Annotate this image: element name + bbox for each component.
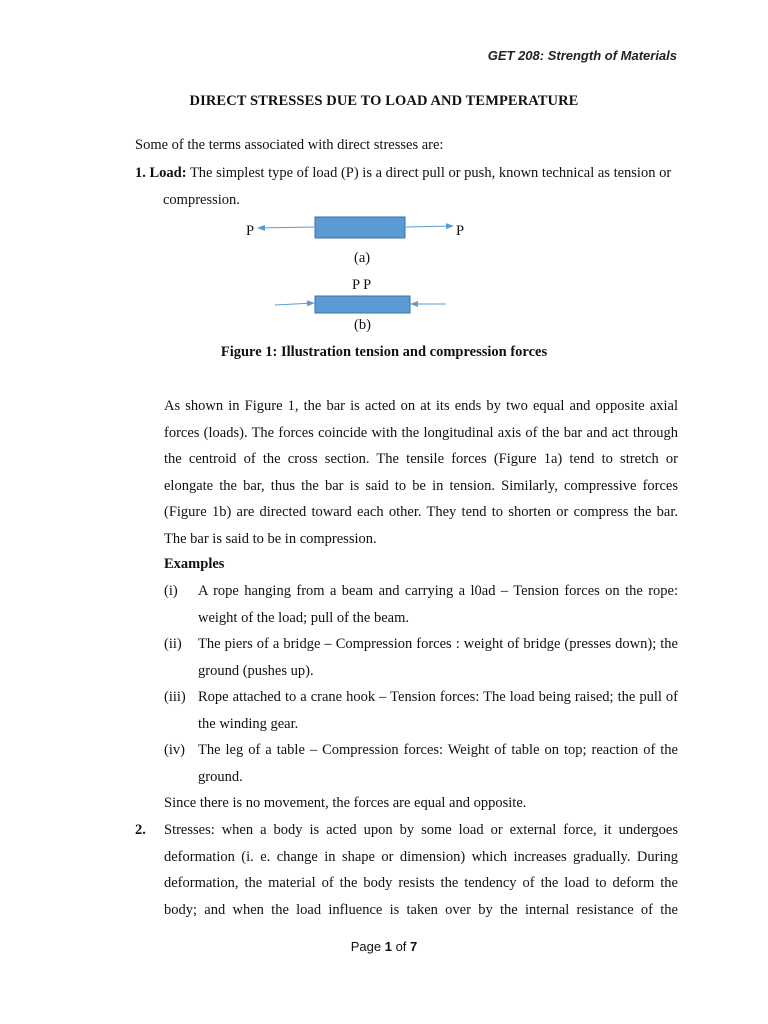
tension-label-right: P (456, 223, 465, 239)
figure-1 (0, 0, 768, 340)
stresses-number: 2. (135, 822, 146, 838)
tension-label-left: P (246, 223, 255, 239)
example-item (164, 578, 678, 631)
example-text: Rope attached to a crane hook – Tension forces: The load being raised; the pull of the winding gear. (198, 689, 678, 732)
figure-caption: Figure 1: Illustration tension and compression forces (220, 344, 548, 360)
example-text: The leg of a table – Compression forces: Weight of table on top; reaction of the ground. (198, 742, 678, 785)
page-prefix: Page (350, 939, 385, 954)
example-item (164, 631, 678, 684)
intro-text: Some of the terms associated with direct stresses are: (135, 137, 444, 153)
load-text: The simplest type of load (P) is a direct pull or push, known technical as tension or compression. (163, 165, 672, 208)
total-pages: 7 (410, 939, 418, 954)
example-text: The piers of a bridge – Compression forces : weight of bridge (presses down); the ground (pushes up). (198, 636, 678, 679)
compression-arrow-left (275, 303, 314, 305)
load-term: 1. Load: (135, 165, 187, 181)
tension-bar (315, 217, 405, 238)
example-item (164, 684, 678, 737)
page-footer (0, 939, 768, 954)
example-item (164, 737, 678, 790)
tension-arrow-right (406, 226, 453, 227)
running-header: GET 208: Strength of Materials (487, 48, 677, 63)
subfigure-a-caption: (a) (354, 250, 371, 266)
example-number: (i) (164, 583, 178, 599)
current-page: 1 (384, 939, 392, 954)
compression-bar (315, 296, 410, 313)
examples-heading: Examples (164, 556, 225, 572)
tension-arrow-left (258, 227, 314, 228)
compression-label-top: P P (352, 277, 372, 293)
page-of: of (391, 939, 411, 954)
example-number: (ii) (164, 636, 182, 652)
example-number: (iv) (164, 742, 185, 758)
body-paragraph: As shown in Figure 1, the bar is acted on at its ends by two equal and opposite axial forces (loads). The forces coincide with the longitudinal axis of the bar and act through the centroid of the cross section. The tensile forces (Figure 1a) tend to stretch or elongate the bar, thus the bar is said to be in tension. Similarly, compressive forces (Figure 1b) are directed toward each other. They tend to shorten or compress the bar. The bar is said to be in compression. (164, 398, 678, 547)
example-text: A rope hanging from a beam and carrying a l0ad – Tension forces on the rope: weight of the load; pull of the beam. (198, 583, 678, 626)
figure-1-drawing (0, 0, 768, 340)
stresses-text: Stresses: when a body is acted upon by some load or external force, it undergoes deformation (i. e. change in shape or dimension) which increases gradually. During deformation, the material of the body resists the tendency of the load to deform the body; and when the load influence is taken over by the internal resistance of the (164, 822, 678, 918)
conclusion-text: Since there is no movement, the forces are equal and opposite. (164, 795, 527, 811)
example-number: (iii) (164, 689, 186, 705)
page-title: DIRECT STRESSES DUE TO LOAD AND TEMPERATURE (189, 93, 579, 109)
stresses-definition (135, 817, 678, 923)
subfigure-b-caption: (b) (354, 317, 371, 333)
